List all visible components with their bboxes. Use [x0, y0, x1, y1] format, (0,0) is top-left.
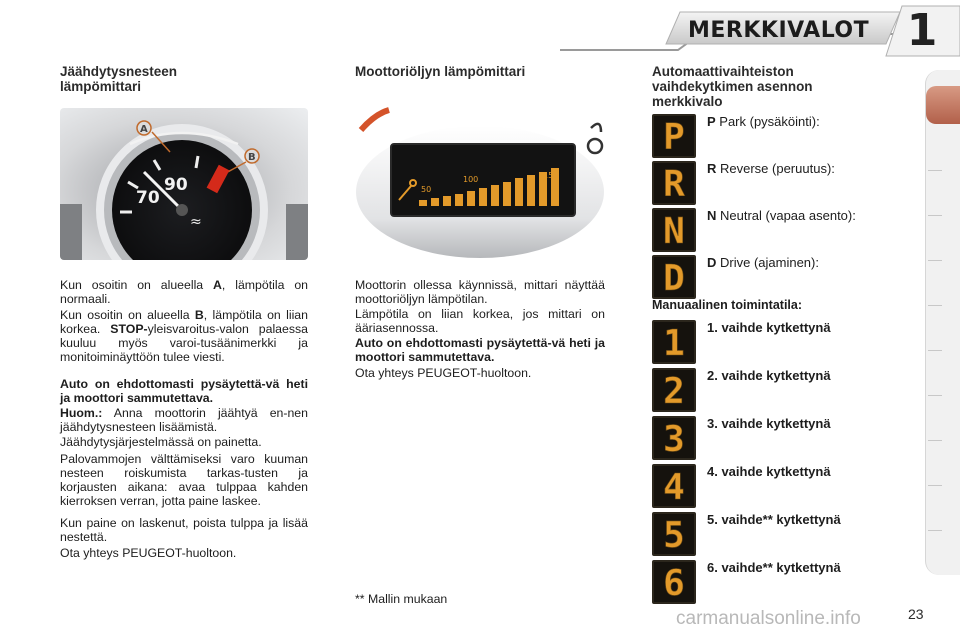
gear-heading-line2: vaihdekytkimen asennon [652, 79, 813, 94]
auto-mode-letter: R [707, 161, 717, 176]
svg-text:4: 4 [663, 467, 685, 506]
oil-gauge-tick-50: 50 [421, 185, 432, 194]
manual-gear-label: 6. vaihde** kytkettynä [707, 560, 841, 575]
gear-lcd-icon [652, 368, 696, 412]
coolant-stop-warning: Auto on ehdottomasti pysäytettä-vä heti ja moottori sammutettava. [60, 377, 308, 405]
gear-heading-line1: Automaattivaihteiston [652, 64, 794, 79]
oil-temp-contact: Ota yhteys PEUGEOT-huoltoon. [355, 366, 532, 380]
tab-divider [928, 395, 942, 396]
zone-a-label: A [213, 278, 222, 292]
svg-text:2: 2 [663, 371, 685, 410]
auto-mode-letter: P [707, 114, 716, 129]
text-span: yleisvaroitus-valon palaessa kuuluu myös varoi-tusäänimerkki ja monitoiminäyttöön tulee viesti. [60, 322, 308, 364]
gauge-label-b: B [248, 152, 256, 163]
oil-gauge-tick-100: 100 [463, 175, 479, 184]
svg-text:N: N [663, 211, 685, 250]
coolant-burn-warning: Palovammojen välttämiseksi varo kuuman nesteen roiskumista tarkas-tusten ja korjausten aikana: avaa tulppaa kahden kierroksen verran, jotta paine laskee. [60, 452, 308, 508]
chapter-tab-active[interactable] [926, 86, 960, 124]
auto-mode-label [707, 255, 819, 271]
auto-mode-row [652, 114, 912, 158]
auto-mode-text: Drive (ajaminen): [716, 255, 819, 270]
gear-indicator-heading [652, 64, 813, 109]
tab-divider [928, 305, 942, 306]
tab-divider [928, 170, 942, 171]
manual-gear-row [652, 512, 912, 556]
svg-text:3: 3 [663, 419, 685, 458]
gear-lcd-icon [652, 464, 696, 508]
coolant-heading-line2: lämpömittari [60, 79, 142, 94]
gauge-tick-90: 90 [164, 175, 188, 195]
text-span: Kun osoitin on alueella [60, 278, 214, 292]
gear-lcd-icon [652, 255, 696, 299]
oil-temp-para-running: Moottorin ollessa käynnissä, mittari näyttää moottoriöljyn lämpötilan. [355, 278, 605, 306]
watermark: carmanualsonline.info [676, 608, 861, 629]
auto-mode-letter: D [707, 255, 717, 270]
footnote: ** Mallin mukaan [355, 592, 448, 606]
svg-text:6: 6 [663, 563, 685, 602]
gauge-tick-70: 70 [136, 188, 160, 208]
tab-divider [928, 215, 942, 216]
svg-text:R: R [663, 164, 685, 203]
chapter-tab-rail [925, 70, 960, 575]
tab-divider [928, 260, 942, 261]
svg-text:P: P [663, 117, 685, 156]
svg-text:5: 5 [663, 515, 685, 554]
svg-text:1: 1 [663, 323, 685, 362]
coolant-para-normal [60, 278, 308, 306]
manual-mode-heading: Manuaalinen toimintatila: [652, 298, 803, 312]
auto-mode-label [707, 208, 856, 224]
auto-mode-label [707, 114, 820, 130]
gear-lcd-icon [652, 320, 696, 364]
tab-divider [928, 530, 942, 531]
zone-b-label: B [194, 308, 204, 322]
coolant-heading-line1: Jäähdytysnesteen [60, 64, 178, 79]
coolant-note [60, 406, 308, 434]
coolant-heading [60, 64, 177, 94]
gear-lcd-icon [652, 161, 696, 205]
stop-label: STOP- [110, 322, 148, 336]
manual-gear-row [652, 560, 912, 604]
chapter-number: 1 [906, 5, 938, 56]
oil-temp-stop-warning: Auto on ehdottomasti pysäytettä-vä heti ja moottori sammutettava. [355, 336, 605, 364]
auto-mode-row [652, 208, 912, 252]
manual-gear-label: 5. vaihde** kytkettynä [707, 512, 841, 527]
gear-lcd-icon [652, 560, 696, 604]
svg-text:≈: ≈ [190, 214, 202, 230]
tab-divider [928, 350, 942, 351]
manual-gear-label: 1. vaihde kytkettynä [707, 320, 831, 335]
coolant-contact: Ota yhteys PEUGEOT-huoltoon. [60, 546, 237, 560]
gauge-label-a: A [140, 124, 148, 135]
oil-temp-para-high: Lämpötila on liian korkea, jos mittari on ääriasennossa. [355, 307, 605, 335]
coolant-pressure: Jäähdytysjärjestelmässä on painetta. [60, 435, 262, 449]
manual-gear-label: 3. vaihde kytkettynä [707, 416, 831, 431]
manual-gear-label: 2. vaihde kytkettynä [707, 368, 831, 383]
page-number: 23 [908, 606, 924, 622]
gear-lcd-icon [652, 114, 696, 158]
text-span: , lämpötila on liian korkea. [60, 308, 308, 336]
coolant-para-hot [60, 308, 308, 364]
tab-divider [928, 440, 942, 441]
coolant-refill: Kun paine on laskenut, poista tulppa ja lisää nestettä. [60, 516, 308, 544]
note-label: Huom.: [60, 406, 103, 420]
oil-temp-heading: Moottoriöljyn lämpömittari [355, 64, 526, 79]
manual-gear-label: 4. vaihde kytkettynä [707, 464, 831, 479]
gear-lcd-icon [652, 416, 696, 460]
gear-lcd-icon [652, 208, 696, 252]
text-span: , lämpötila on normaali. [60, 278, 308, 306]
auto-mode-text: Neutral (vapaa asento): [716, 208, 856, 223]
auto-mode-row [652, 255, 912, 299]
chapter-title: MERKKIVALOT [688, 18, 870, 43]
auto-mode-label [707, 161, 835, 177]
gear-heading-line3: merkkivalo [652, 94, 723, 109]
auto-mode-letter: N [707, 208, 717, 223]
manual-gear-row [652, 464, 912, 508]
oil-gauge-tick-150: 150 [543, 171, 559, 180]
auto-mode-text: Reverse (peruutus): [716, 161, 835, 176]
coolant-gauge-image [60, 108, 308, 260]
gear-lcd-icon [652, 512, 696, 556]
manual-gear-row [652, 368, 912, 412]
auto-mode-row [652, 161, 912, 205]
text-span: Kun osoitin on alueella [60, 308, 195, 322]
auto-mode-text: Park (pysäköinti): [715, 114, 820, 129]
oil-temp-gauge-image [355, 96, 605, 258]
svg-text:D: D [663, 258, 685, 297]
manual-gear-row [652, 416, 912, 460]
manual-gear-row [652, 320, 912, 364]
tab-divider [928, 485, 942, 486]
text-span: Anna moottorin jäähtyä en-nen jäähdytysnesteen lisäämistä. [60, 406, 308, 434]
